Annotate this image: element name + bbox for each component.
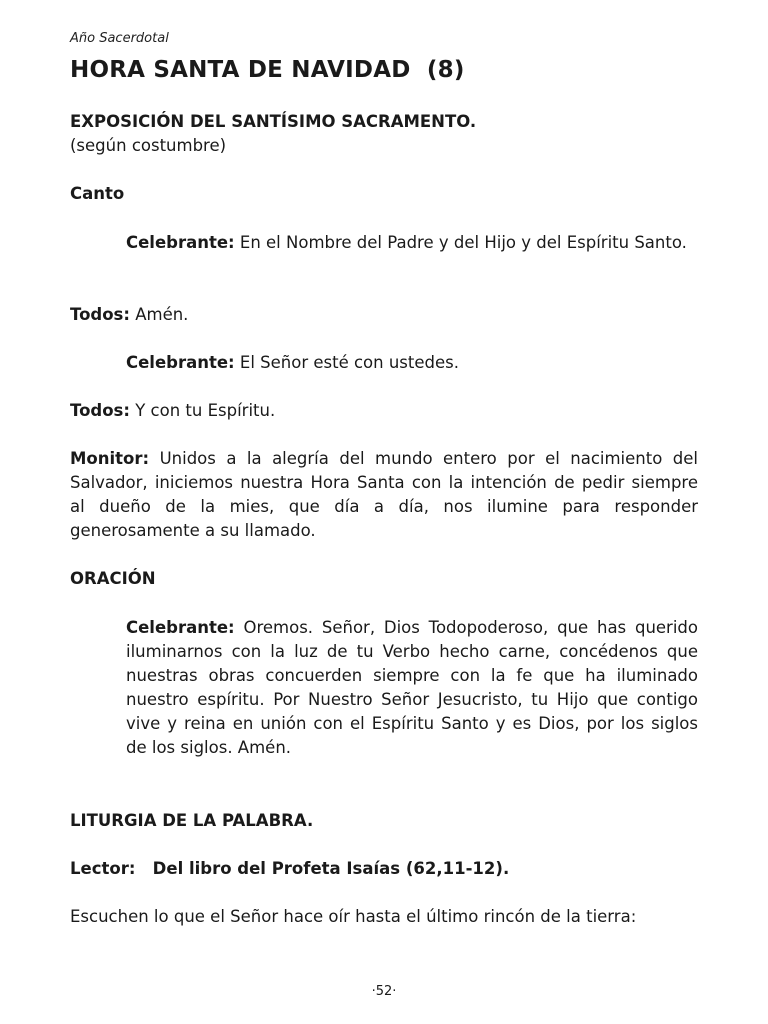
celebrante-paragraph-3 [126, 616, 698, 760]
speech-text: En el Nombre del Padre y del Hijo y del Espíritu Santo. [234, 233, 687, 252]
page-title: HORA SANTA DE NAVIDAD (8) [70, 57, 465, 83]
exposicion-note: (según costumbre) [70, 136, 227, 155]
running-head: Año Sacerdotal [70, 31, 169, 46]
speech-text: Y con tu Espíritu. [129, 401, 276, 420]
monitor-paragraph [70, 447, 698, 543]
speaker-label: Monitor: [70, 449, 150, 468]
speech-text: El Señor esté con ustedes. [234, 353, 459, 372]
speaker-label: Celebrante: [126, 353, 235, 372]
speech-text: Unidos a la alegría del mundo entero por el nacimiento del Salvador, iniciemos nuestra Hora Santa con la intención de pedir siempre al dueño de la mies, que día a día, nos ilumine para responder generosamente a su llamado. [70, 449, 698, 540]
speaker-label: Celebrante: [126, 618, 235, 637]
oracion-heading: ORACIÓN [70, 569, 156, 588]
speaker-label: Todos: [70, 305, 130, 324]
celebrante-paragraph-1 [126, 231, 698, 255]
celebrante-paragraph-2 [126, 351, 698, 375]
exposicion-heading: EXPOSICIÓN DEL SANTÍSIMO SACRAMENTO. [70, 112, 477, 131]
lector-line: Lector: Del libro del Profeta Isaías (62,11-12). [70, 859, 510, 878]
escuchen-line: Escuchen lo que el Señor hace oír hasta el último rincón de la tierra: [70, 907, 637, 926]
speech-text: Amén. [129, 305, 189, 324]
todos-paragraph-2 [70, 399, 698, 423]
todos-paragraph-1 [70, 303, 698, 327]
speaker-label: Todos: [70, 401, 130, 420]
speaker-label: Celebrante: [126, 233, 235, 252]
speech-text: Oremos. Señor, Dios Todopoderoso, que has querido iluminarnos con la luz de tu Verbo hecho carne, concédenos que nuestras obras concuerden siempre con la fe que ha iluminado nuestro espíritu. Por Nuestro Señor Jesucristo, tu Hijo que contigo vive y reina en unión con el Espíritu Santo y es Dios, por los siglos de los siglos. Amén. [126, 618, 698, 757]
canto-heading: Canto [70, 184, 125, 203]
document-page [70, 0, 698, 1024]
liturgia-heading: LITURGIA DE LA PALABRA. [70, 811, 314, 830]
page-number: ·52· [371, 984, 397, 999]
